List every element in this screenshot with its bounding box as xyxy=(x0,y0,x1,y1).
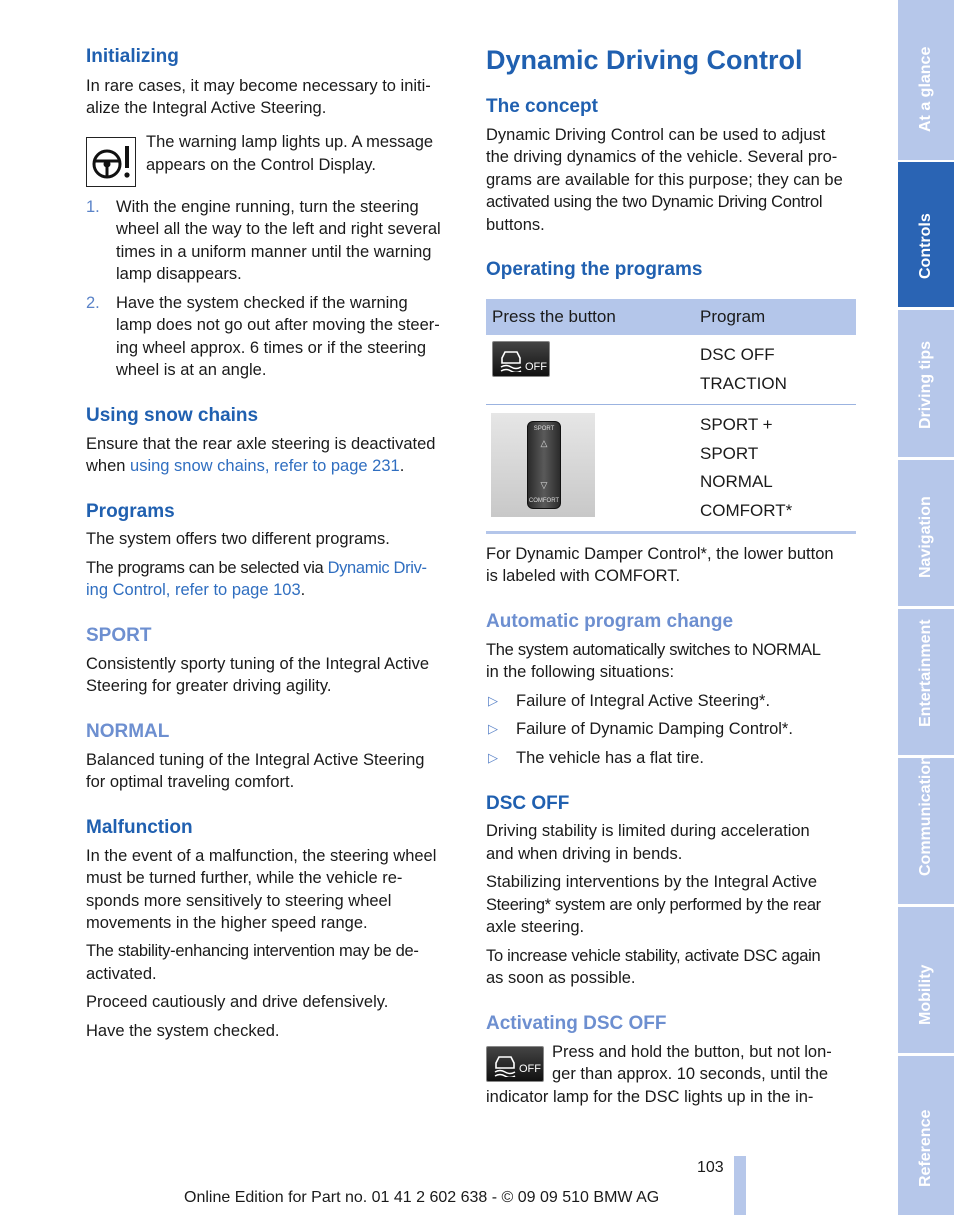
link-dynamic-driving-control-page-103[interactable]: ing Control, refer to page 103 xyxy=(86,581,301,599)
heading-operating: Operating the programs xyxy=(486,259,703,280)
dsc-text: Stabilizing interventions by the Integral Active xyxy=(486,873,818,891)
snow-text-prefix: when xyxy=(86,457,131,475)
concept-text: grams are available for this purpose; they can be xyxy=(486,171,843,189)
programs-text-2 xyxy=(86,557,458,580)
malfunction-text: Proceed cautiously and drive defensively. xyxy=(86,993,389,1011)
table-header-program: Program xyxy=(694,299,856,335)
sport-comfort-rocker-icon xyxy=(491,413,595,517)
tab-label: Controls xyxy=(917,213,934,279)
tab-label: Entertainment xyxy=(917,619,934,727)
heading-dsc-off: DSC OFF xyxy=(486,793,570,814)
heading-snow-chains: Using snow chains xyxy=(86,405,259,426)
arrow-up-icon: △ xyxy=(540,438,548,448)
heading-concept: The concept xyxy=(486,96,598,117)
program-normal: NORMAL xyxy=(700,472,773,491)
step-2-number: 2. xyxy=(86,294,100,312)
dsc-off-label: OFF xyxy=(519,1063,541,1075)
page-number: 103 xyxy=(697,1159,724,1176)
concept-text: the driving dynamics of the vehicle. Several pro- xyxy=(486,148,838,166)
program-sport: SPORT xyxy=(700,443,759,463)
step-1-line: lamp disappears. xyxy=(116,265,242,283)
malfunction-text: activated. xyxy=(86,965,157,983)
table-header-button: Press the button xyxy=(486,299,694,335)
dsc-off-label: OFF xyxy=(525,361,547,373)
warning-text-1: The warning lamp lights up. A message xyxy=(146,133,434,151)
tab-mobility[interactable] xyxy=(898,907,954,1053)
tab-label: Navigation xyxy=(917,496,934,578)
step-2-line: ing wheel approx. 6 times or if the steering xyxy=(116,339,426,357)
dsc-text: Steering* system are only performed by the rear xyxy=(486,896,821,914)
malfunction-text: movements in the higher speed range. xyxy=(86,914,368,932)
sport-text-1: Consistently sporty tuning of the Integral Active xyxy=(86,655,430,673)
table-row xyxy=(486,335,856,405)
snow-text-suffix: . xyxy=(399,457,405,475)
normal-text-1: Balanced tuning of the Integral Active Steering xyxy=(86,751,425,769)
footer-edition-text: Online Edition for Part no. 01 41 2 602 638 - © 09 09 510 BMW AG xyxy=(184,1189,660,1206)
malfunction-text: must be turned further, while the vehicle re- xyxy=(86,869,403,887)
dsc-off-button-icon xyxy=(486,1046,544,1082)
programs-text-3 xyxy=(86,579,458,602)
initializing-text-2: alize the Integral Active Steering. xyxy=(86,99,327,117)
program-traction: TRACTION xyxy=(700,373,787,393)
step-1-line: times in a uniform manner until the warning xyxy=(116,243,432,261)
tab-controls[interactable] xyxy=(898,162,954,307)
table-row xyxy=(486,405,856,533)
heading-normal: NORMAL xyxy=(86,721,170,742)
activating-text-1: Press and hold the button, but not lon- xyxy=(552,1043,832,1061)
initializing-text-1: In rare cases, it may become necessary to initi- xyxy=(86,77,431,95)
step-1-line: With the engine running, turn the steering xyxy=(116,198,419,216)
programs-table xyxy=(486,299,856,534)
steering-warning-icon xyxy=(86,137,136,187)
bullet-triangle-icon: ▷ xyxy=(488,721,498,736)
tab-reference[interactable] xyxy=(898,1056,954,1215)
damper-note-1: For Dynamic Damper Control*, the lower button xyxy=(486,545,834,563)
dsc-button-cell xyxy=(486,335,694,405)
malfunction-text: In the event of a malfunction, the steering wheel xyxy=(86,847,437,865)
programs-text-suffix: . xyxy=(300,581,306,599)
activating-text-2: ger than approx. 10 seconds, until the xyxy=(552,1065,829,1083)
step-2-line: Have the system checked if the warning xyxy=(116,294,408,312)
bullet-triangle-icon: ▷ xyxy=(488,693,498,708)
concept-text: buttons. xyxy=(486,216,545,234)
step-1-line: wheel all the way to the left and right several xyxy=(116,220,441,238)
dsc-text: To increase vehicle stability, activate DSC again xyxy=(486,947,821,965)
sport-text-2: Steering for greater driving agility. xyxy=(86,677,332,695)
tab-communication[interactable] xyxy=(898,755,954,904)
tab-at-a-glance[interactable] xyxy=(898,0,954,160)
snow-text-1: Ensure that the rear axle steering is deactivated xyxy=(86,435,436,453)
link-dynamic-driving-control[interactable]: Dynamic Driv- xyxy=(327,559,427,577)
program-cell xyxy=(694,405,856,533)
tab-label: Mobility xyxy=(917,964,934,1025)
page-marker-bar xyxy=(734,1156,746,1215)
program-cell xyxy=(694,335,856,405)
snow-text-2 xyxy=(86,455,458,478)
rocker-button-cell xyxy=(486,405,694,533)
step-2-line: wheel is at an angle. xyxy=(116,361,267,379)
program-comfort: COMFORT* xyxy=(700,500,793,520)
chapter-sidebar xyxy=(898,0,954,1215)
page-title: Dynamic Driving Control xyxy=(486,45,803,75)
bullet-triangle-icon: ▷ xyxy=(488,750,498,765)
dsc-off-button-icon xyxy=(492,341,550,377)
auto-text-2: in the following situations: xyxy=(486,663,675,681)
auto-text-1: The system automatically switches to NORMAL xyxy=(486,641,821,659)
programs-text-1: The system offers two different programs. xyxy=(86,530,390,548)
malfunction-text: Have the system checked. xyxy=(86,1022,280,1040)
activating-text-3: indicator lamp for the DSC lights up in the in- xyxy=(486,1088,814,1106)
rocker-label-comfort: COMFORT xyxy=(528,498,560,504)
tab-entertainment[interactable] xyxy=(898,609,954,755)
program-dsc-off: DSC OFF xyxy=(700,345,775,364)
malfunction-text: sponds more sensitively to steering wheel xyxy=(86,892,392,910)
step-2-line: lamp does not go out after moving the steer- xyxy=(116,316,440,334)
tab-navigation[interactable] xyxy=(898,460,954,606)
dsc-text: as soon as possible. xyxy=(486,969,636,987)
heading-activating-dsc-off: Activating DSC OFF xyxy=(486,1013,667,1034)
step-1-number: 1. xyxy=(86,198,100,216)
heading-programs: Programs xyxy=(86,501,175,522)
arrow-down-icon: ▽ xyxy=(540,480,548,490)
concept-text: Dynamic Driving Control can be used to adjust xyxy=(486,126,826,144)
tab-driving-tips[interactable] xyxy=(898,310,954,457)
warning-text-2: appears on the Control Display. xyxy=(146,156,376,174)
tab-label: Communication xyxy=(917,755,934,876)
malfunction-text: The stability-enhancing intervention may be de- xyxy=(86,942,419,960)
auto-bullet: The vehicle has a flat tire. xyxy=(516,749,705,767)
dsc-text: and when driving in bends. xyxy=(486,845,683,863)
programs-text-prefix: The programs can be selected via xyxy=(86,559,328,577)
damper-note-2: is labeled with COMFORT. xyxy=(486,567,681,585)
auto-bullet: Failure of Integral Active Steering*. xyxy=(516,692,771,710)
rocker-label-sport: SPORT xyxy=(533,426,555,432)
heading-auto-change: Automatic program change xyxy=(486,611,734,632)
heading-sport: SPORT xyxy=(86,625,152,646)
heading-malfunction: Malfunction xyxy=(86,817,193,838)
auto-bullet: Failure of Dynamic Damping Control*. xyxy=(516,720,793,738)
tab-label: At a glance xyxy=(917,46,934,132)
concept-text: activated using the two Dynamic Driving Control xyxy=(486,193,823,211)
link-snow-chains-page-231[interactable]: using snow chains, refer to page 231 xyxy=(130,457,400,475)
program-sport-plus: SPORT + xyxy=(700,415,773,434)
tab-label: Driving tips xyxy=(917,340,934,429)
heading-initializing: Initializing xyxy=(86,46,179,67)
normal-text-2: for optimal traveling comfort. xyxy=(86,773,295,791)
dsc-text: Driving stability is limited during acceleration xyxy=(486,822,810,840)
tab-label: Reference xyxy=(917,1109,934,1187)
dsc-text: axle steering. xyxy=(486,918,585,936)
